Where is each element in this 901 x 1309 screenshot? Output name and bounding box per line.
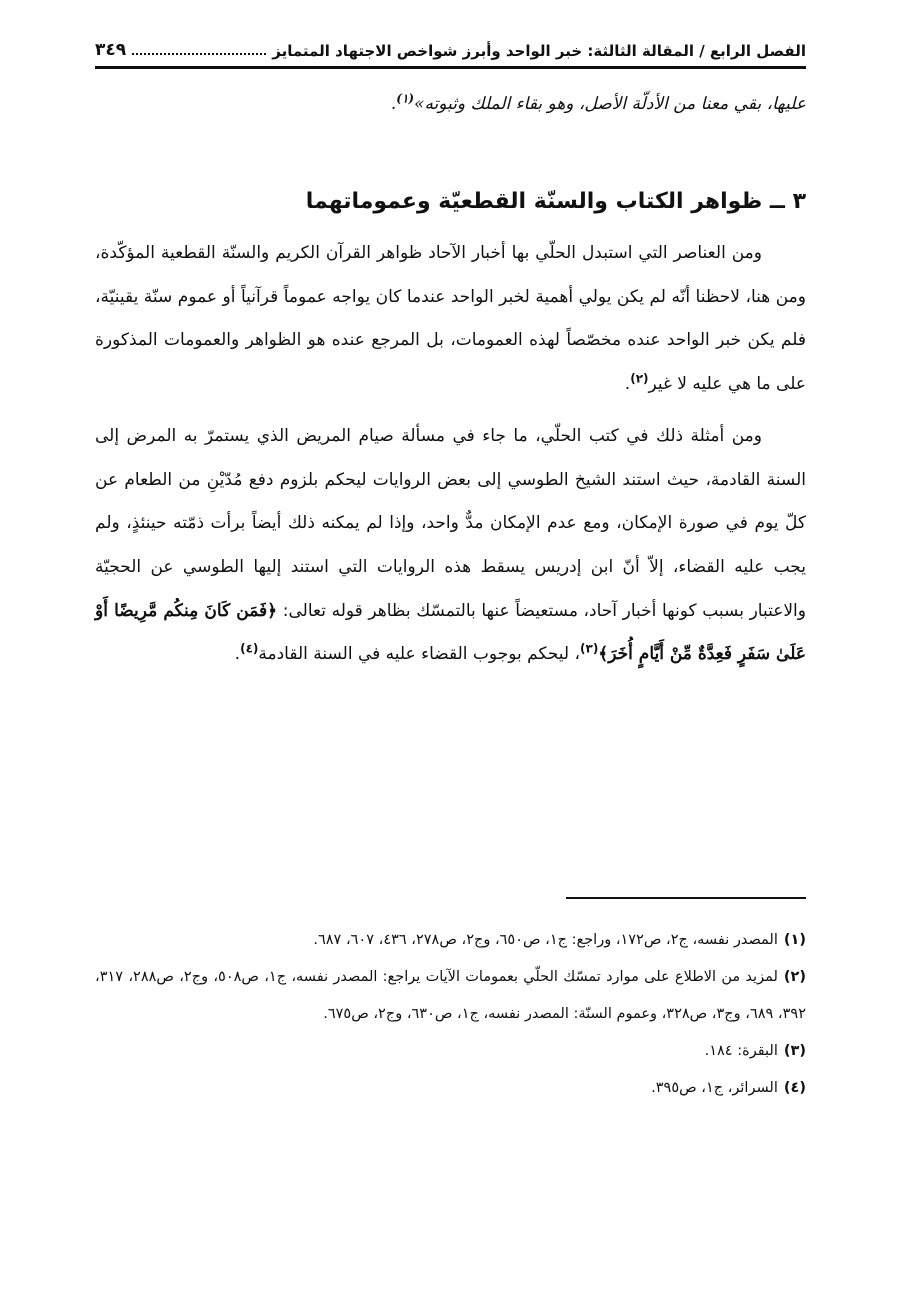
period: .: [624, 374, 631, 395]
footnote-ref: (١): [396, 91, 415, 106]
footnote-number: (٤): [783, 1080, 806, 1096]
paragraph: [95, 415, 806, 677]
footnote: [95, 1070, 806, 1107]
footnote-number: (١): [783, 932, 806, 948]
header-rule: [95, 66, 806, 69]
footnote: [95, 959, 806, 1033]
running-header: [95, 30, 806, 60]
footnotes: [95, 922, 806, 1107]
page-number: ٣٤٩: [95, 40, 127, 60]
running-title: الفصل الرابع / المقالة الثالثة: خبر الواحد وأبرز شواخص الاجتهاد المتمايز: [272, 42, 806, 60]
main-text: [95, 82, 806, 685]
paragraph-text: ، ليحكم بوجوب القضاء عليه في السنة القادمة: [258, 644, 580, 665]
footnote-number: (٣): [783, 1043, 806, 1059]
paragraph: [95, 232, 806, 407]
quote-text: عليها، بقي معنا من الأدلّة الأصل، وهو بقاء الملك وثبوته»: [414, 94, 806, 114]
period: .: [234, 644, 241, 665]
footnote-text: المصدر نفسه، ج٢، ص١٧٢، وراجع: ج١، ص٦٥٠، وج٢، ص٢٧٨، ٤٣٦، ٦٠٧، ٦٨٧.: [313, 932, 778, 948]
paragraph-text: ومن العناصر التي استبدل الحلّي بها أخبار الآحاد ظواهر القرآن الكريم والسنّة القطعية المؤكّدة، ومن هنا، لاحظنا أنّه لم يكن يولي أهمية لخبر الواحد عندما كان يواجه عموماً قرآنياً أو عموم سنّة يقينيّة، فلم يكن خبر الواحد عنده مخصّصاً لهذه العمومات، بل المرجع عنده هو الظواهر والعمومات المذكورة على ما هي عليه لا غير: [95, 243, 806, 395]
footnote-ref: (٣): [580, 641, 599, 656]
leader-dots: [132, 53, 266, 55]
section-heading: ٣ ــ ظواهر الكتاب والسنّة القطعيّة وعموماتهما: [305, 189, 806, 214]
quote-continuation: [95, 82, 806, 126]
footnote-number: (٢): [783, 969, 807, 985]
footnote-text: البقرة: ١٨٤.: [704, 1043, 778, 1059]
footnote-rule: [566, 897, 806, 899]
footnote-ref: (٤): [240, 641, 259, 656]
footnote-ref: (٢): [630, 371, 649, 386]
footnote-text: لمزيد من الاطلاع على موارد تمسّك الحلّي بعمومات الآيات يراجع: المصدر نفسه، ج١، ص٥٠٨، وج٢، ص٢٨٨، ٣١٧، ٣٩٢، ٦٨٩، وج٣، ص٣٢٨، وعموم السنّة: المصدر نفسه، ج١، ص٦٣٠، وج٢، ص٦٧٥.: [95, 969, 806, 1022]
footnote: [95, 1033, 806, 1070]
quran-verse: ﴿فَمَن كَانَ مِنكُم مَّرِيضًا أَوْ عَلَىٰ سَفَرٍ فَعِدَّةٌ مِّنْ أَيَّامٍ أُخَرَ﴾: [95, 600, 806, 665]
footnote: [95, 922, 806, 959]
period: .: [390, 94, 397, 114]
footnote-text: السرائر، ج١، ص٣٩٥.: [651, 1080, 778, 1096]
paragraph-text: ومن أمثلة ذلك في كتب الحلّي، ما جاء في مسألة صيام المريض الذي يستمرّ به المرض إلى السنة القادمة، حيث استند الشيخ الطوسي إلى بعض الروايات ليحكم بلزوم دفع مُدّيْنِ من الطعام عن كلّ يوم في صورة الإمكان، ومع عدم الإمكان مدٌّ واحد، وإذا لم يمكنه ذلك أيضاً برأت ذمّته حينئذٍ، ولم يجب عليه القضاء، إلاّ أنّ ابن إدريس يسقط هذه الروايات التي استند إليها الطوسي عن الحجيّة والاعتبار بسبب كونها أخبار آحاد، مستعيضاً عنها بالتمسّك بظاهر قوله تعالى:: [95, 425, 806, 621]
